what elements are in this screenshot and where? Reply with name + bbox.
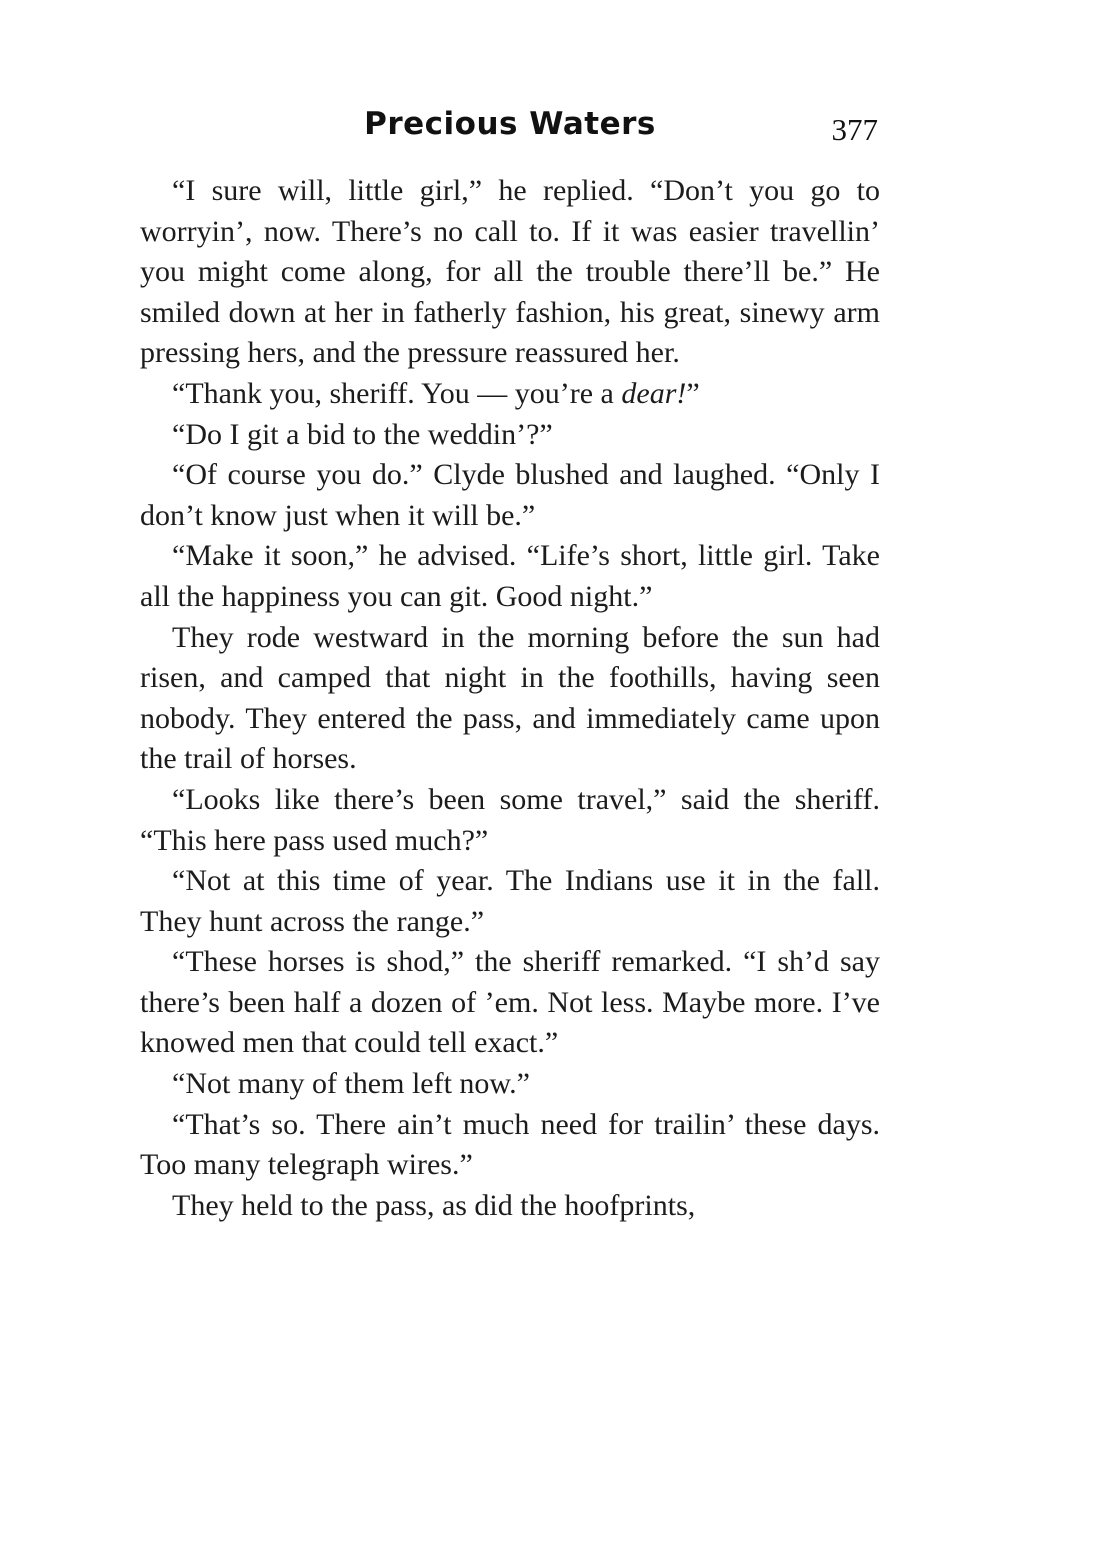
paragraph [140, 374, 880, 415]
paragraph: “That’s so. There ain’t much need for trailin’ these days. Too many telegraph wires.” [140, 1107, 880, 1182]
chapter-title: Precious Waters [364, 106, 656, 142]
paragraph: “Not at this time of year. The Indians use it in the fall. They hunt across the range.” [140, 864, 880, 938]
page-number: 377 [831, 112, 878, 147]
paragraph: They rode westward in the morning before the sun had risen, and camped that night in the foothills, having seen nobody. They entered the pass, and immediately came upon the trail of horses. [140, 620, 880, 776]
paragraph: “These horses is shod,” the sheriff remarked. “I sh’d say there’s been half a dozen of ’em. Not less. Maybe more. I’ve knowed men that could tell exact.” [140, 945, 880, 1060]
paragraph: They held to the pass, as did the hoofprints, [172, 1188, 696, 1222]
paragraph: “Make it soon,” he advised. “Life’s short, little girl. Take all the happiness you can git. Good night.” [140, 539, 880, 613]
paragraph: “Do I git a bid to the weddin’?” [172, 417, 553, 451]
paragraph-text: ” [686, 376, 700, 410]
paragraph: “Not many of them left now.” [172, 1067, 530, 1101]
paragraph: “I sure will, little girl,” he replied. “Don’t you go to worryin’, now. There’s no call to. If it was easier travellin’ you might come along, for all the trouble there’ll be.” He smiled down at her in fatherly fashion, his great, sinewy arm pressing hers, and the pressure reassured her. [140, 174, 880, 370]
paragraph-text: “Thank you, sheriff. You — you’re a [172, 376, 622, 410]
body-text [140, 171, 880, 1226]
paragraph: “Looks like there’s been some travel,” said the sheriff. “This here pass used much?” [140, 782, 880, 857]
running-header [140, 106, 880, 156]
paragraph: “Of course you do.” Clyde blushed and laughed. “Only I don’t know just when it will be.” [140, 458, 880, 532]
italic-text: dear! [621, 376, 687, 410]
